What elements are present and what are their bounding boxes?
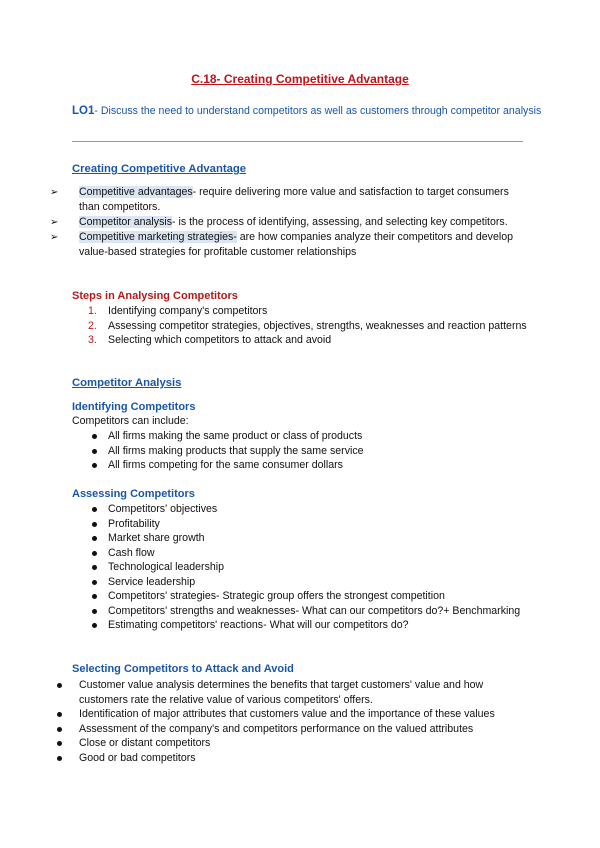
list-item bbox=[92, 575, 532, 590]
list-item bbox=[88, 304, 528, 319]
bullet-dot-icon bbox=[57, 756, 62, 761]
item-text: All firms making products that supply the same service bbox=[108, 444, 364, 457]
step-number: 3. bbox=[88, 334, 97, 347]
item-text: - require delivering more value and satisfaction to target consumers than competitors. bbox=[79, 186, 509, 213]
list-item bbox=[57, 678, 527, 707]
item-text: All firms competing for the same consumer dollars bbox=[108, 459, 343, 471]
list-item bbox=[88, 333, 528, 348]
list-item bbox=[57, 751, 527, 766]
horizontal-divider bbox=[72, 141, 523, 142]
list-item bbox=[92, 589, 532, 604]
bullet-dot-icon bbox=[92, 609, 97, 614]
bullet-dot-icon bbox=[92, 580, 97, 585]
step-text: Selecting which competitors to attack and avoid bbox=[108, 334, 332, 347]
item-text: Close or distant competitors bbox=[79, 737, 211, 750]
arrow-bullet-icon: ➢ bbox=[50, 232, 59, 243]
item-text: Identification of major attributes that customers value and the importance of these values bbox=[79, 708, 495, 721]
step-number: 1. bbox=[88, 305, 97, 317]
item-text: Competitors' strategies- Strategic group offers the strongest competition bbox=[108, 590, 445, 602]
advantage-list bbox=[50, 185, 530, 260]
bullet-dot-icon bbox=[92, 449, 97, 454]
list-item bbox=[57, 722, 527, 737]
section-heading-creating-advantage: Creating Competitive Advantage bbox=[72, 163, 247, 175]
assessing-heading: Assessing Competitors bbox=[72, 488, 195, 500]
list-item bbox=[57, 707, 527, 722]
lo-label: LO1 bbox=[72, 105, 95, 117]
list-item bbox=[50, 185, 530, 215]
step-text: Identifying company's competitors bbox=[108, 305, 268, 317]
item-text: Technological leadership bbox=[108, 561, 225, 573]
identifying-intro: Competitors can include: bbox=[72, 415, 189, 427]
item-text: All firms making the same product or class of products bbox=[108, 430, 363, 442]
item-term: Competitor analysis bbox=[79, 216, 173, 228]
item-text: are how companies analyze their competitors and develop value-based strategies for profitable customer relationships bbox=[79, 231, 513, 258]
item-text: - is the process of identifying, assessing, and selecting key competitors. bbox=[172, 216, 508, 228]
selecting-heading: Selecting Competitors to Attack and Avoid bbox=[72, 663, 294, 675]
list-item bbox=[92, 604, 532, 619]
bullet-dot-icon bbox=[57, 741, 62, 746]
bullet-dot-icon bbox=[92, 565, 97, 570]
step-text: Assessing competitor strategies, objectives, strengths, weaknesses and reaction patterns bbox=[108, 319, 527, 332]
bullet-dot-icon bbox=[57, 683, 62, 688]
document-title: C.18- Creating Competitive Advantage bbox=[191, 72, 409, 86]
list-item bbox=[92, 546, 532, 561]
steps-list bbox=[88, 304, 528, 348]
item-text: Competitors' strengths and weaknesses- What can our competitors do?+ Benchmarking bbox=[108, 604, 521, 617]
list-item bbox=[92, 444, 532, 459]
list-item bbox=[50, 230, 530, 260]
bullet-dot-icon bbox=[92, 623, 97, 628]
list-item bbox=[50, 215, 530, 230]
item-text: Customer value analysis determines the benefits that target customers' value and how customers rate the relative value of various competitors' offers. bbox=[79, 679, 484, 706]
arrow-bullet-icon: ➢ bbox=[50, 187, 59, 198]
bullet-dot-icon bbox=[92, 594, 97, 599]
list-item bbox=[92, 618, 532, 633]
assessing-list bbox=[92, 502, 532, 633]
selecting-list bbox=[57, 678, 527, 766]
item-text: Service leadership bbox=[108, 575, 196, 588]
steps-heading: Steps in Analysing Competitors bbox=[72, 290, 238, 302]
item-text: Estimating competitors' reactions- What will our competitors do? bbox=[108, 619, 409, 631]
arrow-bullet-icon: ➢ bbox=[50, 217, 59, 228]
item-term: Competitive advantages bbox=[79, 186, 193, 198]
learning-objective bbox=[72, 104, 542, 119]
identifying-list bbox=[92, 429, 532, 473]
list-item bbox=[92, 517, 532, 532]
step-number: 2. bbox=[88, 319, 97, 332]
item-text: Profitability bbox=[108, 517, 160, 530]
item-text: Competitors' objectives bbox=[108, 503, 218, 515]
list-item bbox=[92, 458, 532, 473]
bullet-dot-icon bbox=[57, 712, 62, 717]
item-text: Cash flow bbox=[108, 546, 155, 559]
identifying-heading: Identifying Competitors bbox=[72, 401, 196, 413]
bullet-dot-icon bbox=[92, 434, 97, 439]
bullet-dot-icon bbox=[92, 507, 97, 512]
section-heading-competitor-analysis: Competitor Analysis bbox=[72, 377, 182, 389]
item-term: Competitive marketing strategies- bbox=[79, 231, 237, 243]
bullet-dot-icon bbox=[92, 551, 97, 556]
list-item bbox=[57, 736, 527, 751]
lo-dash: - bbox=[94, 105, 101, 117]
list-item bbox=[92, 560, 532, 575]
list-item bbox=[92, 429, 532, 444]
list-item bbox=[88, 319, 528, 334]
item-text: Good or bad competitors bbox=[79, 751, 196, 764]
list-item bbox=[92, 531, 532, 546]
list-item bbox=[92, 502, 532, 517]
bullet-dot-icon bbox=[92, 536, 97, 541]
lo-text: Discuss the need to understand competitors as well as customers through competitor analysis bbox=[100, 105, 542, 117]
bullet-dot-icon bbox=[92, 522, 97, 527]
bullet-dot-icon bbox=[57, 727, 62, 732]
item-text: Assessment of the company's and competitors performance on the valued attributes bbox=[79, 722, 474, 735]
item-text: Market share growth bbox=[108, 532, 205, 544]
bullet-dot-icon bbox=[92, 463, 97, 468]
